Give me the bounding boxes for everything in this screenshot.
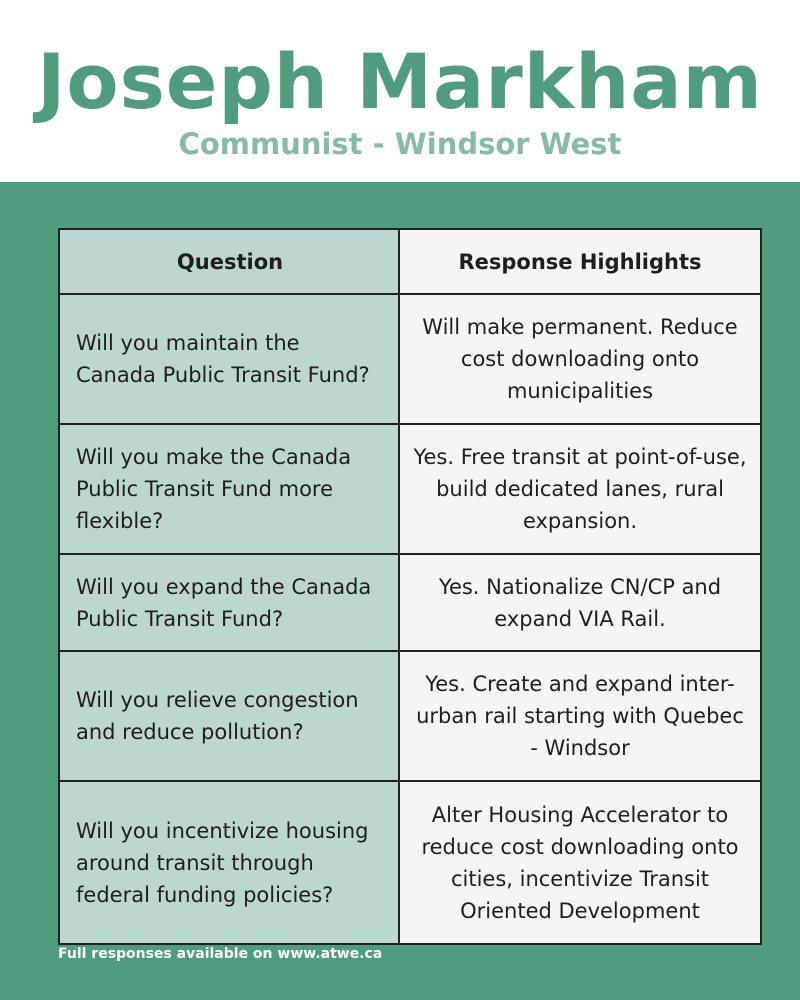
response-cell: Alter Housing Accelerator to reduce cost downloading onto cities, incentivize Transit Oriented Development xyxy=(399,781,761,944)
question-cell: Will you relieve congestion and reduce pollution? xyxy=(59,651,399,781)
qa-table xyxy=(58,228,762,945)
party-riding-subtitle: Communist - Windsor West xyxy=(178,127,622,161)
table-row xyxy=(59,781,761,944)
response-cell: Will make permanent. Reduce cost downloading onto municipalities xyxy=(399,294,761,424)
response-cell: Yes. Nationalize CN/CP and expand VIA Rail. xyxy=(399,554,761,651)
candidate-name: Joseph Markham xyxy=(37,37,763,126)
table-row xyxy=(59,651,761,781)
question-cell: Will you make the Canada Public Transit Fund more flexible? xyxy=(59,424,399,554)
header xyxy=(0,0,800,182)
response-column-header: Response Highlights xyxy=(399,229,761,294)
response-cell: Yes. Free transit at point-of-use, build dedicated lanes, rural expansion. xyxy=(399,424,761,554)
question-column-header: Question xyxy=(59,229,399,294)
table-row xyxy=(59,294,761,424)
table-header-row xyxy=(59,229,761,294)
question-cell: Will you maintain the Canada Public Transit Fund? xyxy=(59,294,399,424)
question-cell: Will you incentivize housing around transit through federal funding policies? xyxy=(59,781,399,944)
response-cell: Yes. Create and expand inter-urban rail starting with Quebec - Windsor xyxy=(399,651,761,781)
question-cell: Will you expand the Canada Public Transit Fund? xyxy=(59,554,399,651)
footer-note: Full responses available on www.atwe.ca xyxy=(58,946,383,962)
table-row xyxy=(59,554,761,651)
table-row xyxy=(59,424,761,554)
